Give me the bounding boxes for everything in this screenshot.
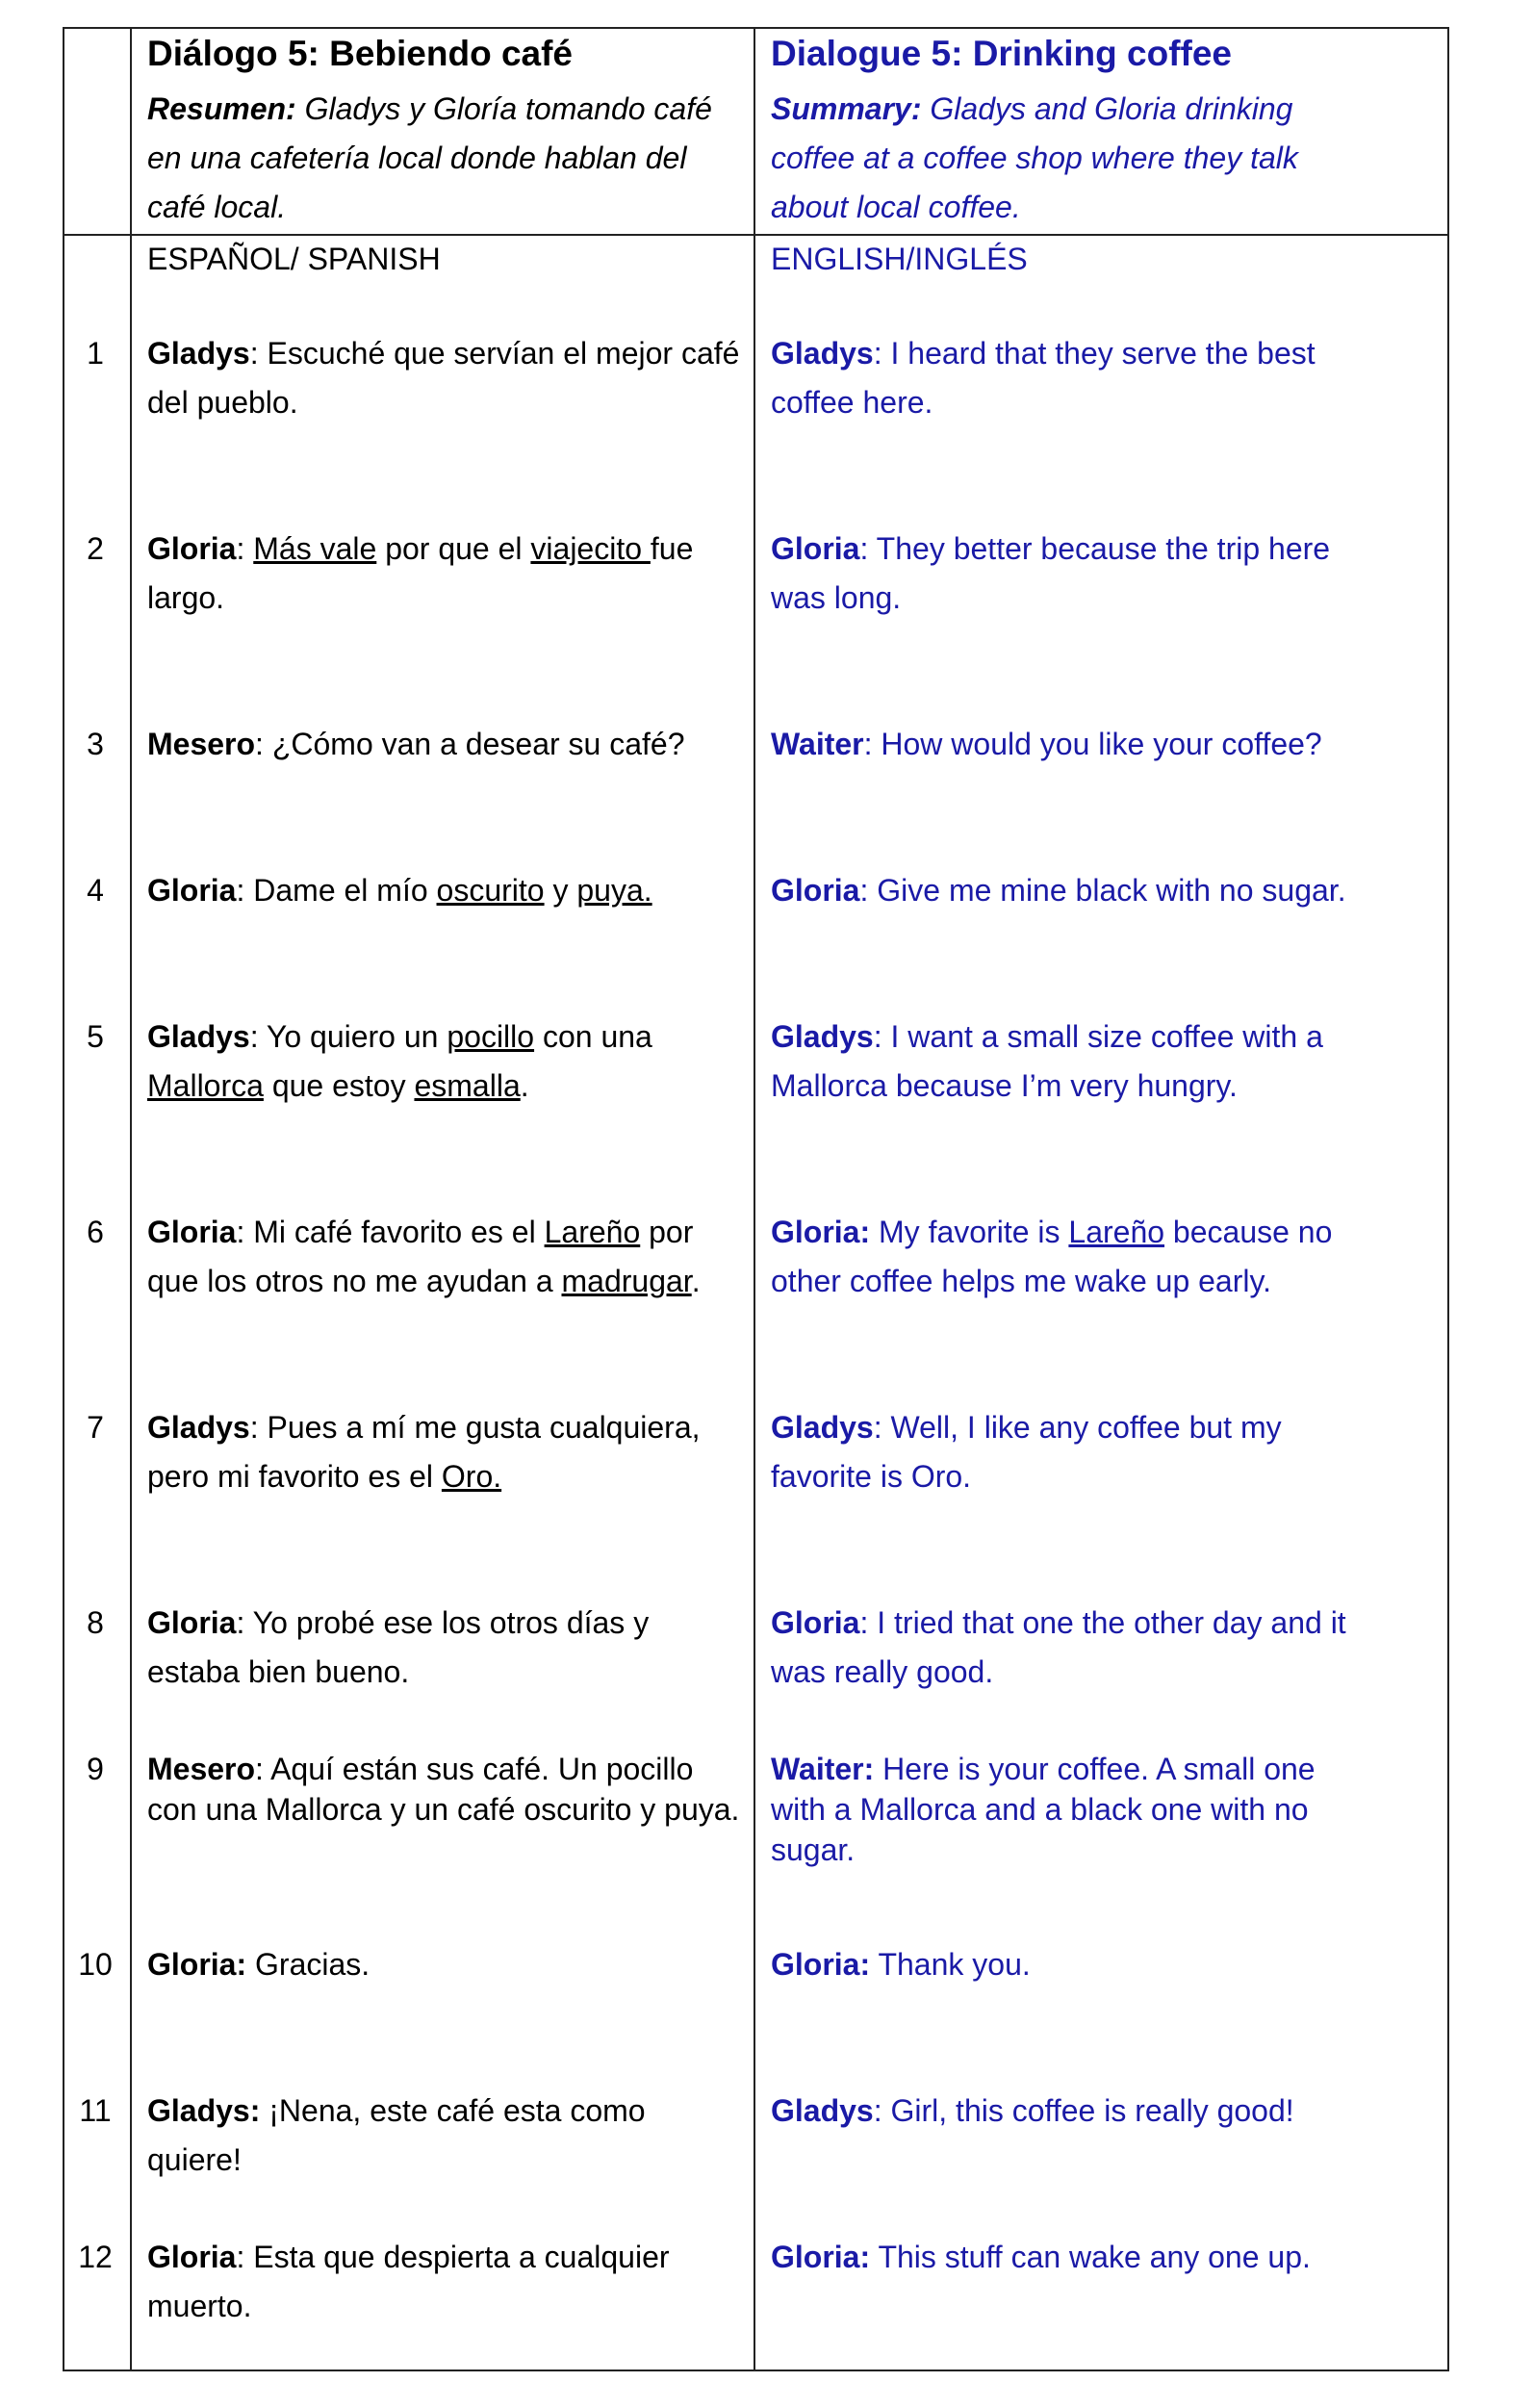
english-line [771,329,1367,427]
speaker-name: Gladys [147,1410,250,1445]
speaker-name: Gloria [147,2240,237,2274]
speaker-name: Waiter [771,727,864,761]
line-text: : Más vale por que el viajecito fue largo. [147,531,694,615]
spanish-column-label: ESPAÑOL/ SPANISH [147,242,441,276]
row-number: 6 [87,1215,104,1249]
english-line [771,2233,1367,2282]
speaker-name: Gloria [771,1605,860,1640]
speaker-name: Mesero [147,1752,256,1786]
speaker-name: Gloria: [771,1947,871,1982]
dialogue-table [63,27,1449,2371]
spanish-line [147,1208,744,1306]
header-divider [64,234,1447,236]
line-text: : Girl, this coffee is really good! [873,2093,1294,2128]
speaker-name: Gloria [147,1215,237,1249]
speaker-name: Gladys [147,336,250,371]
line-text: : Pues a mí me gusta cualquiera, pero mi favorito es el Oro. [147,1410,701,1494]
line-text: : I tried that one the other day and it was really good. [771,1605,1346,1689]
speaker-name: Gloria: [147,1947,247,1982]
speaker-name: Gladys [147,1019,250,1054]
row-number: 11 [79,2093,112,2128]
speaker-name: Gloria [771,531,860,566]
line-text: : Well, I like any coffee but my favorite is Oro. [771,1410,1282,1494]
spanish-summary-label: Resumen: [147,91,296,126]
speaker-name: Gloria [771,873,860,908]
english-line [771,1208,1367,1306]
line-text: : Dame el mío oscurito y puya. [236,873,652,908]
column-divider-number [130,29,132,2370]
speaker-name: Gloria: [771,1215,871,1249]
speaker-name: Gloria: [771,2240,871,2274]
line-text: : They better because the trip here was long. [771,531,1331,615]
speaker-name: Gladys [771,1410,874,1445]
line-text: : Yo probé ese los otros días y estaba bien bueno. [147,1605,650,1689]
line-text: : I want a small size coffee with a Mallorca because I’m very hungry. [771,1019,1323,1103]
row-number: 8 [87,1605,104,1640]
spanish-summary-text: Gladys y Gloría tomando café en una cafetería local donde hablan del café local. [147,91,712,224]
english-line [771,866,1367,915]
row-number: 1 [87,336,104,371]
english-summary-label: Summary: [771,91,922,126]
spanish-line [147,525,744,623]
english-line [771,1940,1367,1989]
row-number: 2 [87,531,104,566]
spanish-line [147,1749,744,1830]
english-summary [771,85,1367,232]
row-number: 9 [87,1752,104,1786]
line-text: Gracias. [246,1947,370,1982]
spanish-line [147,1403,744,1501]
spanish-line [147,2087,744,2185]
spanish-line [147,720,744,769]
row-number: 4 [87,873,104,908]
speaker-name: Gladys [771,1019,874,1054]
spanish-line [147,329,744,427]
speaker-name: Gloria [147,873,237,908]
line-text: : Yo quiero un pocillo con una Mallorca que estoy esmalla. [147,1019,652,1103]
speaker-name: Gladys [771,336,874,371]
english-summary-text: Gladys and Gloria drinking coffee at a coffee shop where they talk about local coffee. [771,91,1298,224]
row-number: 3 [87,727,104,761]
row-number: 10 [78,1947,113,1982]
line-text: Here is your coffee. A small one with a Mallorca and a black one with no sugar. [771,1752,1316,1867]
line-text: : Give me mine black with no sugar. [859,873,1346,908]
spanish-line [147,866,744,915]
english-line [771,2087,1367,2136]
row-number: 12 [78,2240,113,2274]
speaker-name: Gladys: [147,2093,261,2128]
english-line [771,1012,1367,1111]
column-divider-language [754,29,755,2370]
speaker-name: Mesero [147,727,256,761]
english-line [771,1749,1367,1870]
english-line [771,720,1367,769]
spanish-line [147,2233,744,2331]
line-text: Thank you. [870,1947,1031,1982]
english-title: Dialogue 5: Drinking coffee [771,34,1233,73]
line-text: : Mi café favorito es el Lareño por que los otros no me ayudan a madrugar. [147,1215,701,1298]
line-text: : How would you like your coffee? [863,727,1322,761]
line-text: : ¿Cómo van a desear su café? [255,727,685,761]
spanish-line [147,1940,744,1989]
english-line [771,1599,1367,1697]
line-text: This stuff can wake any one up. [870,2240,1311,2274]
line-text: ¡Nena, este café esta como quiere! [147,2093,646,2177]
english-column-label: ENGLISH/INGLÉS [771,242,1028,276]
spanish-summary [147,85,744,232]
line-text: : Escuché que servían el mejor café del pueblo. [147,336,740,420]
speaker-name: Gladys [771,2093,874,2128]
line-text: : Esta que despierta a cualquier muerto. [147,2240,670,2323]
english-line [771,1403,1367,1501]
spanish-line [147,1012,744,1111]
spanish-line [147,1599,744,1697]
spanish-title: Diálogo 5: Bebiendo café [147,34,574,73]
speaker-name: Waiter: [771,1752,875,1786]
line-text: My favorite is Lareño because no other coffee helps me wake up early. [771,1215,1333,1298]
row-number: 5 [87,1019,104,1054]
line-text: : I heard that they serve the best coffee here. [771,336,1316,420]
speaker-name: Gloria [147,1605,237,1640]
english-line [771,525,1367,623]
line-text: : Aquí están sus café. Un pocillo con una Mallorca y un café oscurito y puya. [147,1752,740,1827]
row-number: 7 [87,1410,104,1445]
speaker-name: Gloria [147,531,237,566]
